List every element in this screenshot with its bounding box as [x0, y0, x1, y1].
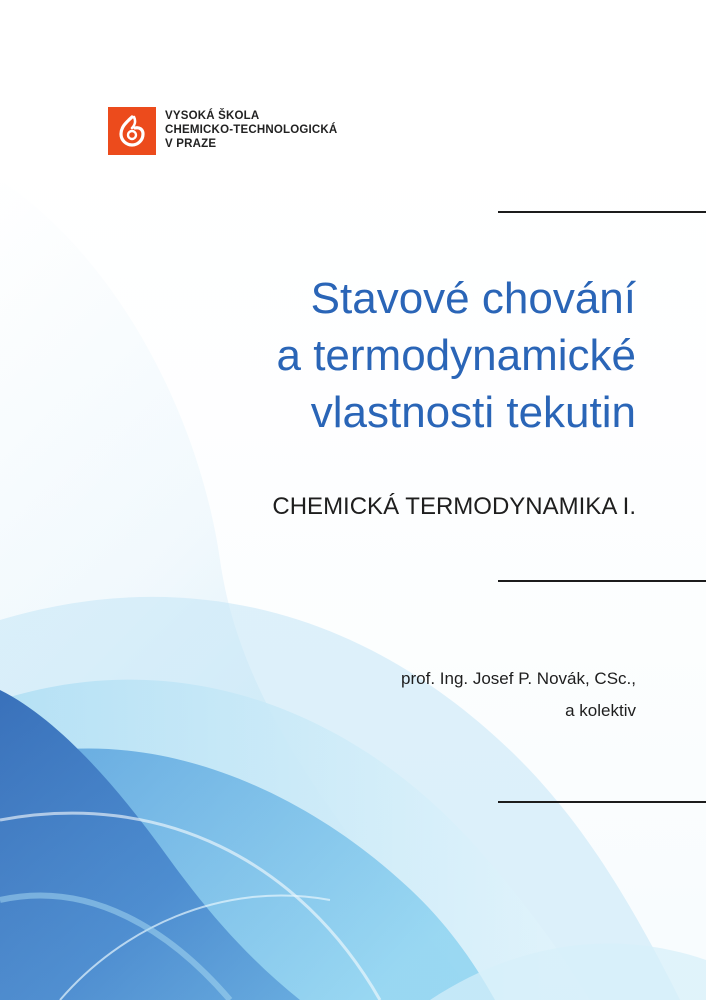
title-line-3: vlastnosti tekutin	[310, 388, 636, 437]
authors-block	[401, 663, 636, 727]
author-name: prof. Ing. Josef P. Novák, CSc.,	[401, 669, 636, 688]
title-line-2: a termodynamické	[276, 331, 636, 380]
institution-name	[165, 109, 337, 151]
vscht-flame-logo-icon	[108, 107, 156, 155]
divider-middle	[498, 580, 706, 582]
divider-bottom	[498, 801, 706, 803]
coauthors: a kolektiv	[565, 701, 636, 720]
book-title	[277, 270, 636, 441]
institution-logo	[108, 107, 337, 155]
institution-line-1: VYSOKÁ ŠKOLA	[165, 110, 260, 122]
book-subtitle: CHEMICKÁ TERMODYNAMIKA I.	[272, 493, 636, 520]
title-line-1: Stavové chování	[310, 274, 636, 323]
institution-line-2: CHEMICKO-TECHNOLOGICKÁ	[165, 124, 338, 136]
divider-top	[498, 211, 706, 213]
institution-line-3: V PRAZE	[165, 138, 217, 150]
